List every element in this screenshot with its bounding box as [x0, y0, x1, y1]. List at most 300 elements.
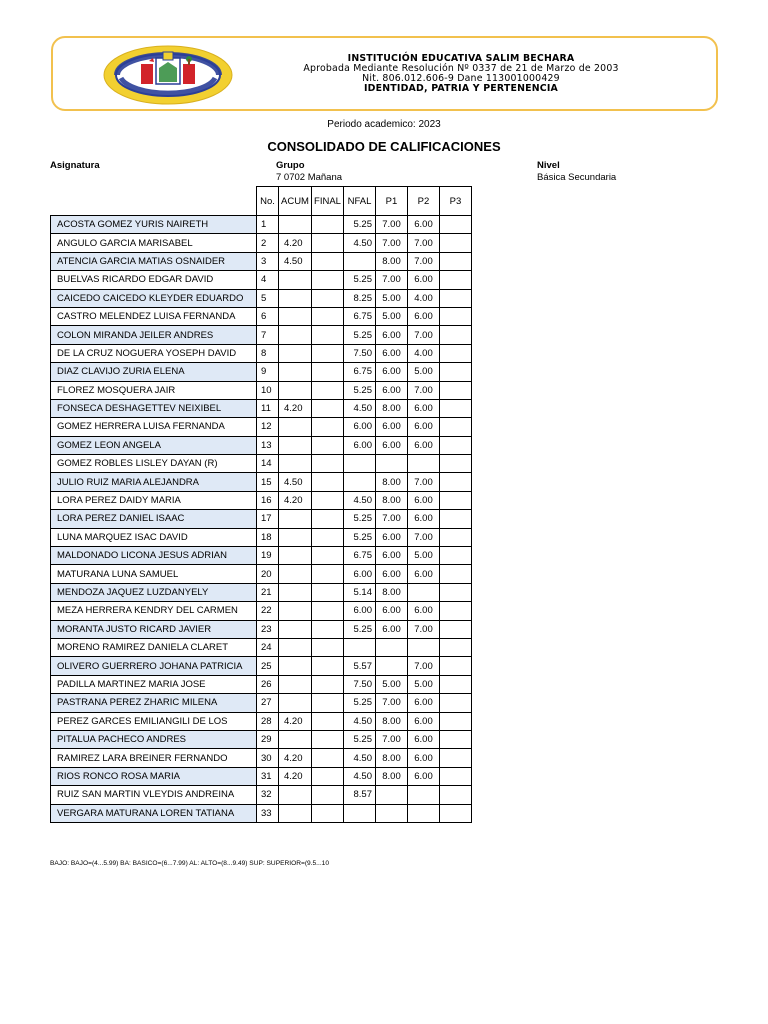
- table-row: [51, 473, 472, 491]
- nfal-cell: 5.57: [343, 657, 375, 675]
- p3-cell: [439, 602, 471, 620]
- nfal-cell: 4.50: [343, 234, 375, 252]
- p3-cell: [439, 491, 471, 509]
- final-cell: [311, 547, 343, 565]
- column-header: No.: [257, 187, 279, 216]
- p2-cell: 7.00: [407, 657, 439, 675]
- student-name-cell: MEZA HERRERA KENDRY DEL CARMEN: [51, 602, 257, 620]
- acum-cell: [279, 675, 312, 693]
- student-number-cell: 10: [257, 381, 279, 399]
- nfal-cell: 6.00: [343, 565, 375, 583]
- acum-cell: [279, 730, 312, 748]
- p3-cell: [439, 363, 471, 381]
- student-number-cell: 25: [257, 657, 279, 675]
- student-number-cell: 33: [257, 804, 279, 822]
- final-cell: [311, 786, 343, 804]
- p3-cell: [439, 749, 471, 767]
- p3-cell: [439, 712, 471, 730]
- table-row: [51, 657, 472, 675]
- table-row: [51, 749, 472, 767]
- nfal-cell: 5.25: [343, 216, 375, 234]
- final-cell: [311, 510, 343, 528]
- student-name-cell: PADILLA MARTINEZ MARIA JOSE: [51, 675, 257, 693]
- student-name-cell: CASTRO MELENDEZ LUISA FERNANDA: [51, 307, 257, 325]
- p1-cell: 6.00: [375, 344, 407, 362]
- student-number-cell: 2: [257, 234, 279, 252]
- nfal-cell: 7.50: [343, 344, 375, 362]
- p2-cell: 6.00: [407, 436, 439, 454]
- p1-cell: 8.00: [375, 491, 407, 509]
- acum-cell: [279, 436, 312, 454]
- final-cell: [311, 620, 343, 638]
- student-name-cell: ATENCIA GARCIA MATIAS OSNAIDER: [51, 252, 257, 270]
- table-row: [51, 528, 472, 546]
- p2-cell: [407, 583, 439, 601]
- p3-cell: [439, 565, 471, 583]
- acum-cell: [279, 510, 312, 528]
- final-cell: [311, 583, 343, 601]
- table-row: [51, 583, 472, 601]
- final-cell: [311, 767, 343, 785]
- table-row: [51, 307, 472, 325]
- acum-cell: [279, 216, 312, 234]
- student-number-cell: 26: [257, 675, 279, 693]
- acum-cell: [279, 381, 312, 399]
- p1-cell: 8.00: [375, 712, 407, 730]
- p1-cell: 6.00: [375, 602, 407, 620]
- p2-cell: 6.00: [407, 271, 439, 289]
- p2-cell: 6.00: [407, 399, 439, 417]
- final-cell: [311, 638, 343, 656]
- student-number-cell: 24: [257, 638, 279, 656]
- nfal-cell: 5.25: [343, 730, 375, 748]
- nfal-cell: 8.57: [343, 786, 375, 804]
- nfal-cell: 5.25: [343, 381, 375, 399]
- table-row: [51, 730, 472, 748]
- column-header: P3: [439, 187, 471, 216]
- student-number-cell: 23: [257, 620, 279, 638]
- p3-cell: [439, 271, 471, 289]
- p2-cell: 7.00: [407, 252, 439, 270]
- nivel-value: Básica Secundaria: [537, 172, 617, 183]
- grades-table: [50, 186, 472, 823]
- student-number-cell: 27: [257, 694, 279, 712]
- nfal-cell: 4.50: [343, 491, 375, 509]
- student-name-cell: PEREZ GARCES EMILIANGILI DE LOS: [51, 712, 257, 730]
- p3-cell: [439, 399, 471, 417]
- acum-cell: [279, 602, 312, 620]
- p1-cell: 7.00: [375, 510, 407, 528]
- student-number-cell: 12: [257, 418, 279, 436]
- acum-cell: 4.20: [279, 399, 312, 417]
- student-number-cell: 16: [257, 491, 279, 509]
- acum-cell: [279, 804, 312, 822]
- student-name-cell: COLON MIRANDA JEILER ANDRES: [51, 326, 257, 344]
- student-number-cell: 5: [257, 289, 279, 307]
- column-header: P2: [407, 187, 439, 216]
- nfal-cell: 5.25: [343, 326, 375, 344]
- p3-cell: [439, 455, 471, 473]
- student-name-cell: CAICEDO CAICEDO KLEYDER EDUARDO: [51, 289, 257, 307]
- p3-cell: [439, 510, 471, 528]
- final-cell: [311, 271, 343, 289]
- student-name-cell: FLOREZ MOSQUERA JAIR: [51, 381, 257, 399]
- table-row: [51, 638, 472, 656]
- student-name-cell: VERGARA MATURANA LOREN TATIANA: [51, 804, 257, 822]
- nfal-cell: 6.75: [343, 307, 375, 325]
- table-row: [51, 565, 472, 583]
- final-cell: [311, 216, 343, 234]
- final-cell: [311, 675, 343, 693]
- p2-cell: 5.00: [407, 363, 439, 381]
- table-row: [51, 510, 472, 528]
- p1-cell: 8.00: [375, 583, 407, 601]
- institution-name: INSTITUCIÓN EDUCATIVA SALIM BECHARA: [347, 53, 575, 64]
- p1-cell: 6.00: [375, 381, 407, 399]
- column-header: P1: [375, 187, 407, 216]
- p3-cell: [439, 436, 471, 454]
- p1-cell: 8.00: [375, 767, 407, 785]
- final-cell: [311, 399, 343, 417]
- p2-cell: 7.00: [407, 381, 439, 399]
- acum-cell: [279, 307, 312, 325]
- student-number-cell: 21: [257, 583, 279, 601]
- p1-cell: 5.00: [375, 307, 407, 325]
- p1-cell: 6.00: [375, 528, 407, 546]
- p2-cell: 6.00: [407, 510, 439, 528]
- acum-cell: [279, 344, 312, 362]
- nfal-cell: 6.00: [343, 418, 375, 436]
- final-cell: [311, 804, 343, 822]
- table-header-row: [51, 187, 472, 216]
- student-name-cell: LUNA MARQUEZ ISAC DAVID: [51, 528, 257, 546]
- table-row: [51, 786, 472, 804]
- final-cell: [311, 289, 343, 307]
- p1-cell: 8.00: [375, 399, 407, 417]
- final-cell: [311, 528, 343, 546]
- acum-cell: [279, 363, 312, 381]
- student-name-cell: MATURANA LUNA SAMUEL: [51, 565, 257, 583]
- p2-cell: [407, 455, 439, 473]
- acum-cell: [279, 583, 312, 601]
- final-cell: [311, 418, 343, 436]
- p1-cell: 6.00: [375, 436, 407, 454]
- table-row: [51, 234, 472, 252]
- student-number-cell: 1: [257, 216, 279, 234]
- asignatura-label: Asignatura: [50, 160, 100, 171]
- p1-cell: 7.00: [375, 271, 407, 289]
- nfal-cell: 5.25: [343, 620, 375, 638]
- table-row: [51, 491, 472, 509]
- p1-cell: 8.00: [375, 473, 407, 491]
- nfal-cell: 6.75: [343, 363, 375, 381]
- student-number-cell: 32: [257, 786, 279, 804]
- acum-cell: [279, 271, 312, 289]
- p3-cell: [439, 547, 471, 565]
- p1-cell: 6.00: [375, 620, 407, 638]
- p3-cell: [439, 694, 471, 712]
- student-name-cell: RUIZ SAN MARTIN VLEYDIS ANDREINA: [51, 786, 257, 804]
- nfal-cell: 5.25: [343, 271, 375, 289]
- acum-cell: 4.50: [279, 473, 312, 491]
- acum-cell: [279, 657, 312, 675]
- p3-cell: [439, 583, 471, 601]
- nfal-cell: 5.25: [343, 528, 375, 546]
- p1-cell: 6.00: [375, 363, 407, 381]
- final-cell: [311, 326, 343, 344]
- p1-cell: [375, 786, 407, 804]
- p3-cell: [439, 804, 471, 822]
- nfal-cell: 6.00: [343, 436, 375, 454]
- p1-cell: 6.00: [375, 418, 407, 436]
- p1-cell: 8.00: [375, 749, 407, 767]
- student-name-cell: GOMEZ ROBLES LISLEY DAYAN (R): [51, 455, 257, 473]
- student-name-cell: OLIVERO GUERRERO JOHANA PATRICIA: [51, 657, 257, 675]
- p2-cell: 4.00: [407, 344, 439, 362]
- p3-cell: [439, 381, 471, 399]
- p3-cell: [439, 344, 471, 362]
- nfal-cell: [343, 804, 375, 822]
- p3-cell: [439, 730, 471, 748]
- p1-cell: 7.00: [375, 694, 407, 712]
- student-number-cell: 8: [257, 344, 279, 362]
- student-name-cell: JULIO RUIZ MARIA ALEJANDRA: [51, 473, 257, 491]
- student-name-cell: PASTRANA PEREZ ZHARIC MILENA: [51, 694, 257, 712]
- column-header: ACUM: [279, 187, 312, 216]
- nfal-cell: 4.50: [343, 749, 375, 767]
- student-number-cell: 29: [257, 730, 279, 748]
- table-row: [51, 252, 472, 270]
- nfal-cell: [343, 473, 375, 491]
- nfal-cell: 8.25: [343, 289, 375, 307]
- p2-cell: 7.00: [407, 473, 439, 491]
- p2-cell: 6.00: [407, 307, 439, 325]
- acum-cell: [279, 638, 312, 656]
- p1-cell: [375, 638, 407, 656]
- p2-cell: 6.00: [407, 694, 439, 712]
- table-row: [51, 381, 472, 399]
- student-name-cell: DIAZ CLAVIJO ZURIA ELENA: [51, 363, 257, 381]
- p3-cell: [439, 638, 471, 656]
- table-row: [51, 620, 472, 638]
- acum-cell: 4.50: [279, 252, 312, 270]
- institution-motto: IDENTIDAD, PATRIA Y PERTENENCIA: [363, 83, 559, 94]
- student-name-cell: ANGULO GARCIA MARISABEL: [51, 234, 257, 252]
- acum-cell: [279, 547, 312, 565]
- student-number-cell: 11: [257, 399, 279, 417]
- p3-cell: [439, 418, 471, 436]
- institution-logo: [101, 44, 235, 106]
- p3-cell: [439, 307, 471, 325]
- p2-cell: [407, 786, 439, 804]
- student-name-cell: LORA PEREZ DAIDY MARIA: [51, 491, 257, 509]
- final-cell: [311, 455, 343, 473]
- p1-cell: 7.00: [375, 234, 407, 252]
- student-name-cell: PITALUA PACHECO ANDRES: [51, 730, 257, 748]
- student-number-cell: 28: [257, 712, 279, 730]
- student-number-cell: 20: [257, 565, 279, 583]
- acum-cell: [279, 289, 312, 307]
- p1-cell: 7.00: [375, 730, 407, 748]
- p2-cell: 7.00: [407, 620, 439, 638]
- table-row: [51, 344, 472, 362]
- p3-cell: [439, 234, 471, 252]
- table-row: [51, 216, 472, 234]
- student-number-cell: 22: [257, 602, 279, 620]
- p1-cell: [375, 455, 407, 473]
- nfal-cell: 6.75: [343, 547, 375, 565]
- student-name-cell: LORA PEREZ DANIEL ISAAC: [51, 510, 257, 528]
- student-name-cell: RIOS RONCO ROSA MARIA: [51, 767, 257, 785]
- student-number-cell: 19: [257, 547, 279, 565]
- p1-cell: 8.00: [375, 252, 407, 270]
- p2-cell: 6.00: [407, 730, 439, 748]
- p3-cell: [439, 216, 471, 234]
- p2-cell: 6.00: [407, 767, 439, 785]
- final-cell: [311, 473, 343, 491]
- final-cell: [311, 657, 343, 675]
- nfal-cell: 5.25: [343, 510, 375, 528]
- p1-cell: 5.00: [375, 289, 407, 307]
- p3-cell: [439, 528, 471, 546]
- column-header: FINAL: [311, 187, 343, 216]
- p1-cell: 6.00: [375, 326, 407, 344]
- p3-cell: [439, 326, 471, 344]
- acum-cell: [279, 786, 312, 804]
- final-cell: [311, 712, 343, 730]
- p1-cell: 7.00: [375, 216, 407, 234]
- acum-cell: 4.20: [279, 491, 312, 509]
- student-number-cell: 13: [257, 436, 279, 454]
- table-row: [51, 694, 472, 712]
- p3-cell: [439, 289, 471, 307]
- final-cell: [311, 381, 343, 399]
- table-row: [51, 602, 472, 620]
- student-number-cell: 7: [257, 326, 279, 344]
- final-cell: [311, 694, 343, 712]
- table-row: [51, 455, 472, 473]
- p2-cell: 4.00: [407, 289, 439, 307]
- p2-cell: 7.00: [407, 234, 439, 252]
- header-text: [261, 54, 661, 94]
- final-cell: [311, 436, 343, 454]
- final-cell: [311, 730, 343, 748]
- table-row: [51, 399, 472, 417]
- nfal-cell: [343, 252, 375, 270]
- grade-scale-legend: BAJO: BAJO=(4...5.99) BA: BASICO=(6...7.99) AL: ALTO=(8...9.49) SUP: SUPERIOR=(9.5...10: [50, 860, 330, 867]
- student-number-cell: 18: [257, 528, 279, 546]
- table-row: [51, 767, 472, 785]
- student-number-cell: 9: [257, 363, 279, 381]
- student-number-cell: 3: [257, 252, 279, 270]
- acum-cell: 4.20: [279, 712, 312, 730]
- final-cell: [311, 565, 343, 583]
- table-row: [51, 271, 472, 289]
- table-row: [51, 436, 472, 454]
- nit-dane-text: Nit. 806.012.606-9 Dane 113001000429: [362, 73, 560, 84]
- student-name-cell: GOMEZ HERRERA LUISA FERNANDA: [51, 418, 257, 436]
- student-name-cell: BUELVAS RICARDO EDGAR DAVID: [51, 271, 257, 289]
- final-cell: [311, 234, 343, 252]
- final-cell: [311, 749, 343, 767]
- resolution-text: Aprobada Mediante Resolución Nº 0337 de 21 de Marzo de 2003: [303, 63, 619, 74]
- grupo-value: 7 0702 Mañana: [276, 172, 343, 183]
- page-title: CONSOLIDADO DE CALIFICACIONES: [267, 139, 501, 154]
- final-cell: [311, 344, 343, 362]
- final-cell: [311, 363, 343, 381]
- student-name-cell: ACOSTA GOMEZ YURIS NAIRETH: [51, 216, 257, 234]
- nfal-cell: 6.00: [343, 602, 375, 620]
- nfal-cell: 7.50: [343, 675, 375, 693]
- student-number-cell: 6: [257, 307, 279, 325]
- p2-cell: 6.00: [407, 491, 439, 509]
- acum-cell: 4.20: [279, 767, 312, 785]
- acum-cell: 4.20: [279, 234, 312, 252]
- p2-cell: 7.00: [407, 528, 439, 546]
- nfal-cell: [343, 638, 375, 656]
- student-name-cell: FONSECA DESHAGETTEV NEIXIBEL: [51, 399, 257, 417]
- student-name-cell: MALDONADO LICONA JESUS ADRIAN: [51, 547, 257, 565]
- nfal-cell: [343, 455, 375, 473]
- student-name-cell: MENDOZA JAQUEZ LUZDANYELY: [51, 583, 257, 601]
- p2-cell: 6.00: [407, 749, 439, 767]
- student-number-cell: 31: [257, 767, 279, 785]
- p2-cell: 6.00: [407, 565, 439, 583]
- nfal-cell: 5.25: [343, 694, 375, 712]
- p2-cell: 5.00: [407, 675, 439, 693]
- p1-cell: [375, 657, 407, 675]
- academic-period: Periodo academico: 2023: [327, 119, 441, 130]
- student-name-cell: MORENO RAMIREZ DANIELA CLARET: [51, 638, 257, 656]
- institution-header: [51, 36, 718, 111]
- nfal-cell: 5.14: [343, 583, 375, 601]
- acum-cell: [279, 418, 312, 436]
- student-name-cell: RAMIREZ LARA BREINER FERNANDO: [51, 749, 257, 767]
- p2-cell: 6.00: [407, 712, 439, 730]
- nfal-cell: 4.50: [343, 399, 375, 417]
- column-header: NFAL: [343, 187, 375, 216]
- student-number-cell: 17: [257, 510, 279, 528]
- final-cell: [311, 602, 343, 620]
- p2-cell: 6.00: [407, 602, 439, 620]
- p2-cell: 6.00: [407, 418, 439, 436]
- final-cell: [311, 491, 343, 509]
- table-row: [51, 326, 472, 344]
- final-cell: [311, 252, 343, 270]
- acum-cell: [279, 455, 312, 473]
- acum-cell: 4.20: [279, 749, 312, 767]
- acum-cell: [279, 620, 312, 638]
- grupo-label: Grupo: [276, 160, 305, 171]
- p2-cell: 6.00: [407, 216, 439, 234]
- p2-cell: 7.00: [407, 326, 439, 344]
- nfal-cell: 4.50: [343, 712, 375, 730]
- p2-cell: [407, 804, 439, 822]
- p3-cell: [439, 473, 471, 491]
- student-name-cell: MORANTA JUSTO RICARD JAVIER: [51, 620, 257, 638]
- nivel-label: Nivel: [537, 160, 560, 171]
- p3-cell: [439, 786, 471, 804]
- final-cell: [311, 307, 343, 325]
- student-number-cell: 30: [257, 749, 279, 767]
- p3-cell: [439, 767, 471, 785]
- student-name-cell: GOMEZ LEON ANGELA: [51, 436, 257, 454]
- table-row: [51, 289, 472, 307]
- table-row: [51, 363, 472, 381]
- p1-cell: 6.00: [375, 547, 407, 565]
- table-row: [51, 712, 472, 730]
- table-row: [51, 804, 472, 822]
